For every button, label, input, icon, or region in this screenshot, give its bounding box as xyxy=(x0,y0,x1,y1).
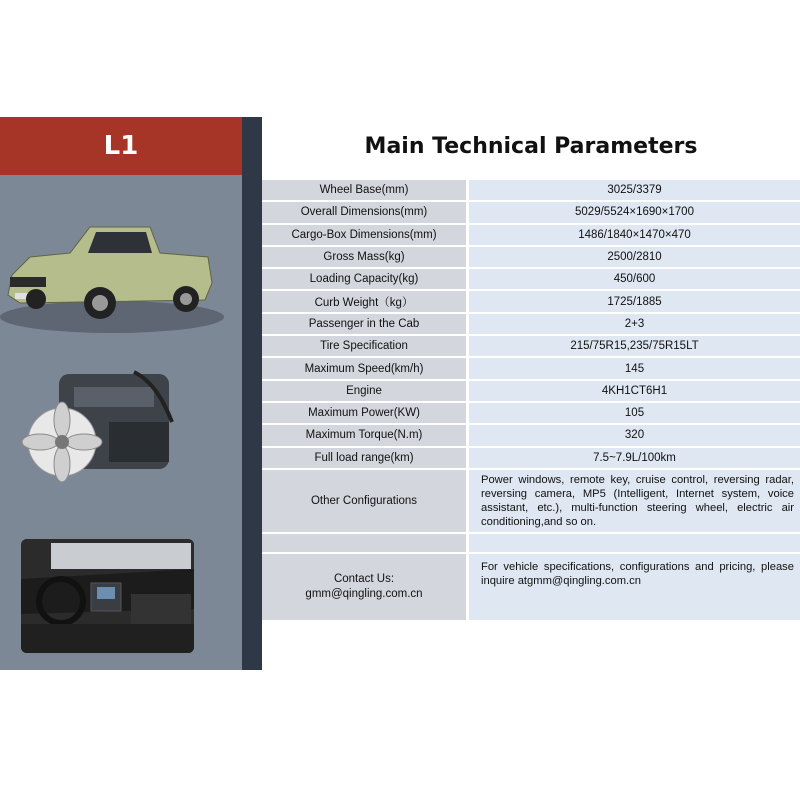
spec-value: 215/75R15,235/75R15LT xyxy=(466,336,800,356)
spec-value: 1725/1885 xyxy=(466,291,800,311)
contact-email: gmm@qingling.com.cn xyxy=(305,587,423,600)
table-row xyxy=(262,247,800,267)
spec-value: 2500/2810 xyxy=(466,247,800,267)
spec-label: Gross Mass(kg) xyxy=(262,247,466,267)
table-row xyxy=(262,225,800,245)
table-row xyxy=(262,534,800,552)
spec-label: Passenger in the Cab xyxy=(262,314,466,334)
table-row xyxy=(262,554,800,620)
table-row xyxy=(262,358,800,378)
spec-value: 1486/1840×1470×470 xyxy=(466,225,800,245)
pickup-truck-image xyxy=(0,205,224,335)
page-title: Main Technical Parameters xyxy=(364,133,698,159)
spec-label: Overall Dimensions(mm) xyxy=(262,202,466,222)
spec-value: 320 xyxy=(466,425,800,445)
table-row xyxy=(262,403,800,423)
spec-value: 3025/3379 xyxy=(466,180,800,200)
interior-image xyxy=(21,539,194,653)
table-row xyxy=(262,202,800,222)
spec-label: Tire Specification xyxy=(262,336,466,356)
table-row xyxy=(262,448,800,468)
spec-value: 7.5~7.9L/100km xyxy=(466,448,800,468)
spacer-cell xyxy=(466,534,800,552)
model-title: L1 xyxy=(0,117,242,175)
spec-label: Curb Weight（kg） xyxy=(262,291,466,311)
spec-value: 2+3 xyxy=(466,314,800,334)
spec-label: Maximum Speed(km/h) xyxy=(262,358,466,378)
table-row xyxy=(262,291,800,311)
spec-label: Wheel Base(mm) xyxy=(262,180,466,200)
engine-image xyxy=(14,362,184,492)
spec-value: 450/600 xyxy=(466,269,800,289)
spec-value: 145 xyxy=(466,358,800,378)
spec-label: Maximum Torque(N.m) xyxy=(262,425,466,445)
spacer-cell xyxy=(262,534,466,552)
spec-value: 4KH1CT6H1 xyxy=(466,381,800,401)
spec-label: Cargo-Box Dimensions(mm) xyxy=(262,225,466,245)
table-row xyxy=(262,381,800,401)
contact-label xyxy=(262,554,466,620)
spec-label: Maximum Power(KW) xyxy=(262,403,466,423)
spec-value: 5029/5524×1690×1700 xyxy=(466,202,800,222)
contact-value: For vehicle specifications, configurations and pricing, please inquire atgmm@qingling.com.cn xyxy=(466,554,800,620)
contact-heading: Contact Us: xyxy=(333,572,395,585)
table-row xyxy=(262,314,800,334)
table-row xyxy=(262,269,800,289)
table-row xyxy=(262,470,800,532)
spec-label: Full load range(km) xyxy=(262,448,466,468)
table-row xyxy=(262,180,800,200)
table-row xyxy=(262,336,800,356)
vertical-divider xyxy=(242,117,262,670)
spec-value: 105 xyxy=(466,403,800,423)
other-config-value: Power windows, remote key, cruise control, reversing radar, reversing camera, MP5 (Intelligent, Internet system, voice assistant, etc.), multi-function steering wheel, electric air conditioning,and so on. xyxy=(466,470,800,532)
table-row xyxy=(262,425,800,445)
spec-label: Engine xyxy=(262,381,466,401)
other-config-label: Other Configurations xyxy=(262,470,466,532)
spec-table xyxy=(262,178,800,622)
spec-label: Loading Capacity(kg) xyxy=(262,269,466,289)
